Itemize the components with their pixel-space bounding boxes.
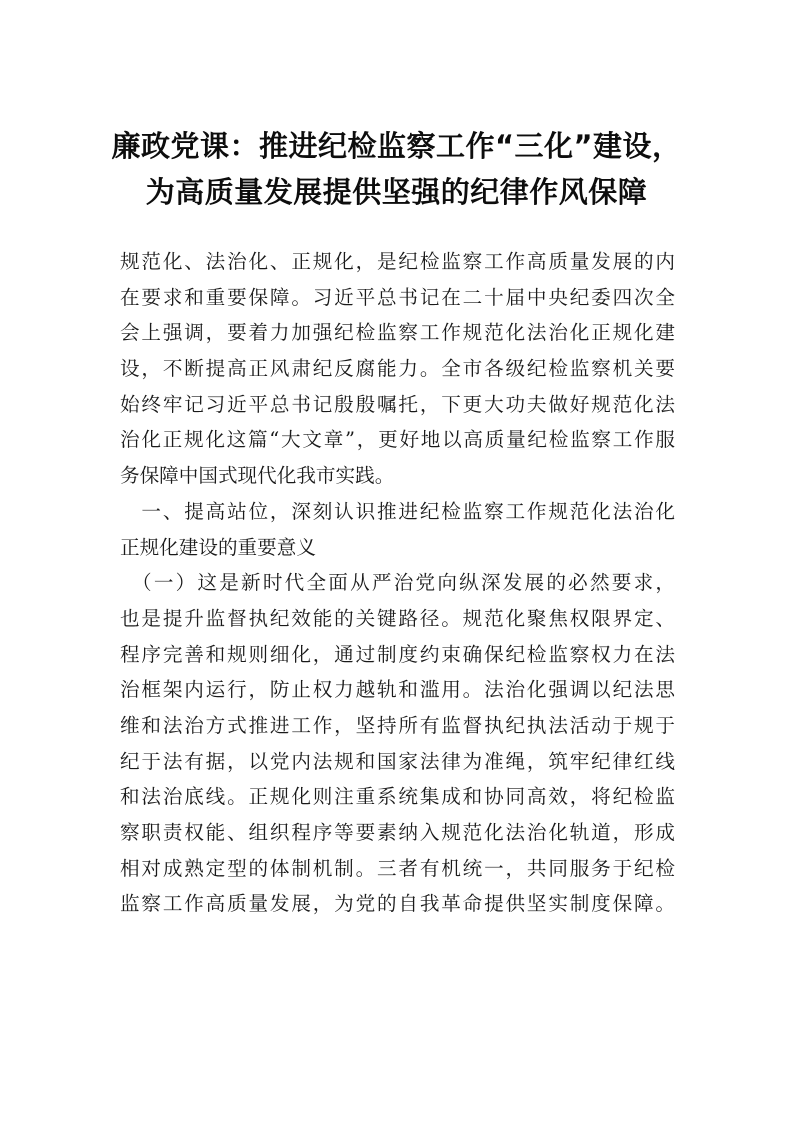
section-1-heading-line-1: 一、提高站位，深刻认识推进纪检监察工作规范化法治化: [120, 499, 675, 523]
section-1-heading-line-2: 正规化建设的重要意义: [120, 535, 316, 559]
paragraph-1-line-2: 在要求和重要保障。习近平总书记在二十届中央纪委四次全: [120, 285, 675, 309]
paragraph-3-line-1: （一）这是新时代全面从严治党向纵深发展的必然要求，: [120, 571, 675, 595]
paragraph-3-line-6: 纪于法有据，以党内法规和国家法律为准绳，筑牢纪律红线: [120, 749, 675, 773]
document-title-line-1: 廉政党课：推进纪检监察工作“三化”建设，: [111, 129, 682, 163]
paragraph-3-line-5: 维和法治方式推进工作，坚持所有监督执纪执法活动于规于: [120, 713, 675, 737]
paragraph-1-line-7: 务保障中国式现代化我市实践。: [120, 464, 395, 488]
paragraph-1-line-5: 始终牢记习近平总书记殷殷嘱托，下更大功夫做好规范化法: [120, 392, 675, 416]
paragraph-3-line-2: 也是提升监督执纪效能的关键路径。规范化聚焦权限界定、: [120, 606, 675, 630]
paragraph-3-line-4: 治框架内运行，防止权力越轨和滥用。法治化强调以纪法思: [120, 678, 675, 702]
paragraph-3-line-7: 和法治底线。正规化则注重系统集成和协同高效，将纪检监: [120, 785, 675, 809]
document-title-line-2: 为高质量发展提供坚强的纪律作风保障: [145, 175, 648, 209]
paragraph-1-line-1: 规范化、法治化、正规化，是纪检监察工作高质量发展的内: [120, 250, 675, 273]
paragraph-1-line-6: 治化正规化这篇“大文章”，更好地以高质量纪检监察工作服: [120, 428, 675, 452]
paragraph-1-line-3: 会上强调，要着力加强纪检监察工作规范化法治化正规化建: [120, 321, 675, 345]
paragraph-3-line-10: 监察工作高质量发展，为党的自我革命提供坚实制度保障。: [120, 892, 675, 916]
paragraph-3-line-3: 程序完善和规则细化，通过制度约束确保纪检监察权力在法: [120, 642, 675, 666]
document-body: [120, 244, 675, 922]
paragraph-3-line-9: 相对成熟定型的体制机制。三者有机统一，共同服务于纪检: [120, 856, 675, 880]
paragraph-3-line-8: 察职责权能、组织程序等要素纳入规范化法治化轨道，形成: [120, 821, 675, 844]
paragraph-1-line-4: 设，不断提高正风肃纪反腐能力。全市各级纪检监察机关要: [120, 357, 675, 381]
